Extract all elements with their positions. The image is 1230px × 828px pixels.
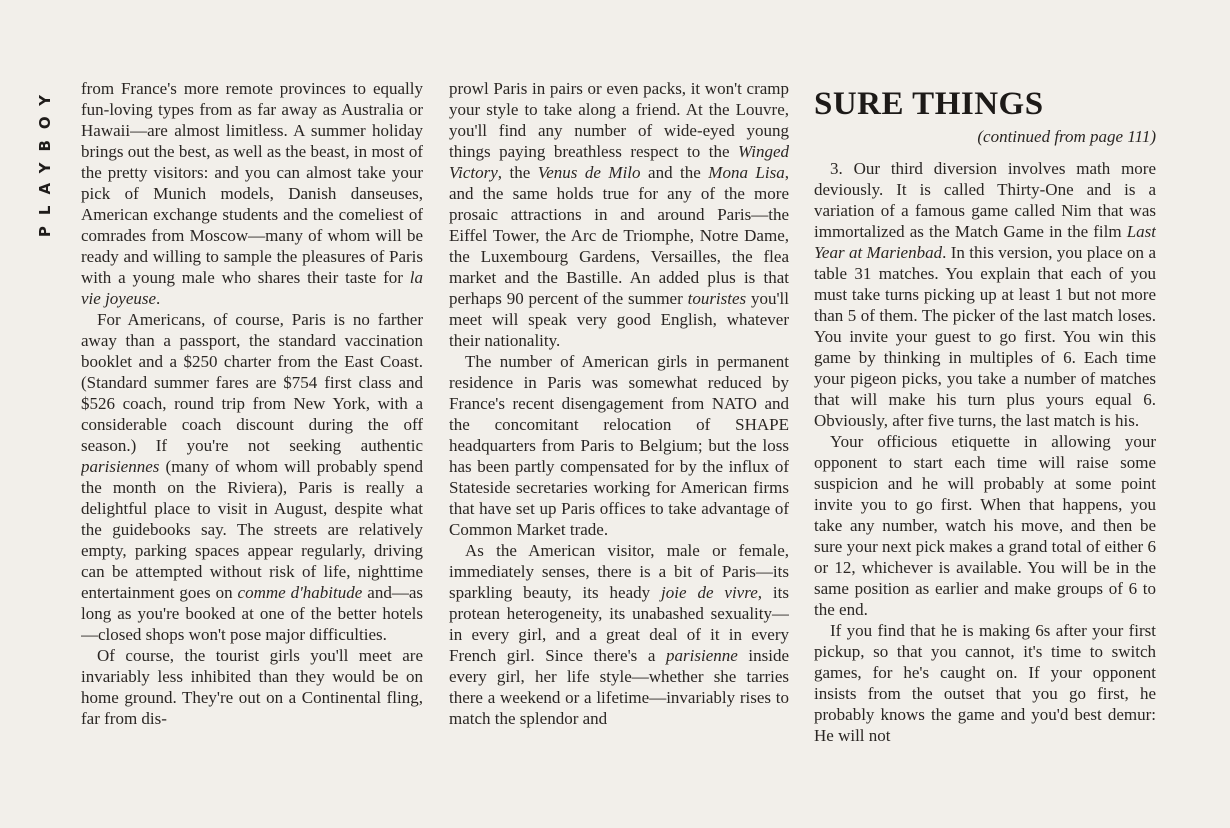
text-run: Your officious etiquette in allowing your opponent to start each time will raise some suspicion and he will probably at some point invite you to go first. When that happens, you take any number, watch his move, and then be sure your next pick makes a grand total of either 6 or 12, whichever is available. You will be in the same position as earlier and make groups of 6 to the end. bbox=[814, 432, 1156, 619]
text-run: and the bbox=[640, 163, 709, 182]
text-run: For Americans, of course, Paris is no farther away than a passport, the standard vaccination booklet and a $250 charter from the East Coast. (Standard summer fares are $754 first class and $526 coach, round trip from New York, with a considerable coach discount during the off season.) If you're not seeking authentic bbox=[81, 310, 423, 455]
paragraph bbox=[81, 645, 423, 729]
text-run: , its protean heterogeneity, its unabashed sexuality—in every girl, and a great deal of it in every French girl. Since there's a bbox=[449, 583, 789, 665]
text-run: inside every girl, her life style—whether she tarries there a weekend or a lifetime—invariably rises to match the splendor and bbox=[449, 646, 789, 728]
italic-text: touristes bbox=[687, 289, 747, 308]
paragraph bbox=[449, 351, 789, 540]
text-run: from France's more remote provinces to equally fun-loving types from as far away as Australia or Hawaii—are almost limitless. A summer holiday brings out the best, as well as the beast, in most of the pretty visitors: and you can almost take your pick of Munich models, Danish danseuses, American exchange students and the comeliest of comrades from Moscow—many of whom will be ready and willing to sample the pleasures of Paris with a young male who shares their taste for bbox=[81, 79, 423, 287]
text-run: Of course, the tourist girls you'll meet are invariably less inhibited than they would be on home ground. They're out on a Continental fling, far from dis- bbox=[81, 646, 423, 728]
text-run: (many of whom will probably spend the month on the Riviera), Paris is really a delightful place to visit in August, despite what the guidebooks say. The streets are relatively empty, parking spaces appear regularly, driving can be attempted without risk of life, nighttime entertainment goes on bbox=[81, 457, 423, 602]
text-column-1 bbox=[81, 78, 423, 828]
italic-text: parisiennes bbox=[81, 457, 160, 476]
italic-text: Last Year at Marienbad bbox=[814, 222, 1156, 262]
running-head: PLAYBOY bbox=[36, 84, 54, 238]
italic-text: comme d'habitude bbox=[237, 583, 363, 602]
italic-text: la vie joyeuse bbox=[81, 268, 423, 308]
text-run: As the American visitor, male or female, immediately senses, there is a bit of Paris—its sparkling beauty, its heady bbox=[449, 541, 789, 602]
italic-text: parisienne bbox=[666, 646, 738, 665]
paragraph bbox=[81, 309, 423, 645]
article-title: SURE THINGS bbox=[814, 86, 1044, 122]
italic-text: Mona Lisa bbox=[708, 163, 785, 182]
paragraph bbox=[449, 540, 789, 729]
text-run: and—as long as you're booked at one of the better hotels—closed shops won't pose major difficulties. bbox=[81, 583, 423, 644]
text-column-3 bbox=[814, 78, 1156, 828]
paragraph bbox=[449, 78, 789, 351]
paragraph bbox=[814, 620, 1156, 746]
paragraph bbox=[814, 431, 1156, 620]
text-run: . In this version, you place on a table 31 matches. You explain that each of you must take turns picking up at least 1 but not more than 5 of them. The picker of the last match loses. You invite your guest to go first. You win this game by thinking in multiples of 6. Each time your pigeon picks, you take a number of matches that will make his turn plus yours equal 6. Obviously, after five turns, the last match is his. bbox=[814, 243, 1156, 430]
text-run: If you find that he is making 6s after your first pickup, so that you cannot, it's time to switch games, for he's caught on. If your opponent insists from the outset that you go first, he probably knows the game and you'd best demur: He will not bbox=[814, 621, 1156, 745]
continued-note: (continued from page 111) bbox=[977, 127, 1156, 146]
italic-text: Venus de Milo bbox=[537, 163, 641, 182]
text-run: , the bbox=[497, 163, 538, 182]
text-run: 3. Our third diversion involves math more deviously. It is called Thirty-One and is a variation of a famous game called Nim that was immortalized as the Match Game in the film bbox=[814, 159, 1156, 241]
text-run: prowl Paris in pairs or even packs, it won't cramp your style to take along a friend. At the Louvre, you'll find any number of wide-eyed young things paying breathless respect to the bbox=[449, 79, 789, 161]
paragraph bbox=[81, 78, 423, 309]
text-run: you'll meet will speak very good English, whatever their nationality. bbox=[449, 289, 789, 350]
text-run: , and the same holds true for any of the more prosaic attractions in and around Paris—the Eiffel Tower, the Arc de Triomphe, Notre Dame, the Luxembourg Gardens, Versailles, the flea market and the Bastille. An added plus is that perhaps 90 percent of the summer bbox=[449, 163, 789, 308]
paragraph bbox=[814, 158, 1156, 431]
italic-text: Winged Victory bbox=[449, 142, 789, 182]
text-column-2 bbox=[449, 78, 789, 828]
text-run: . bbox=[156, 289, 161, 308]
italic-text: joie de vivre bbox=[661, 583, 758, 602]
text-run: The number of American girls in permanent residence in Paris was somewhat reduced by France's recent disengagement from NATO and the concomitant relocation of SHAPE headquarters from Paris to Belgium; but the loss has been partly compensated for by the influx of Stateside secretaries working for American firms that have set up Paris offices to take advantage of Common Market trade. bbox=[449, 352, 789, 539]
